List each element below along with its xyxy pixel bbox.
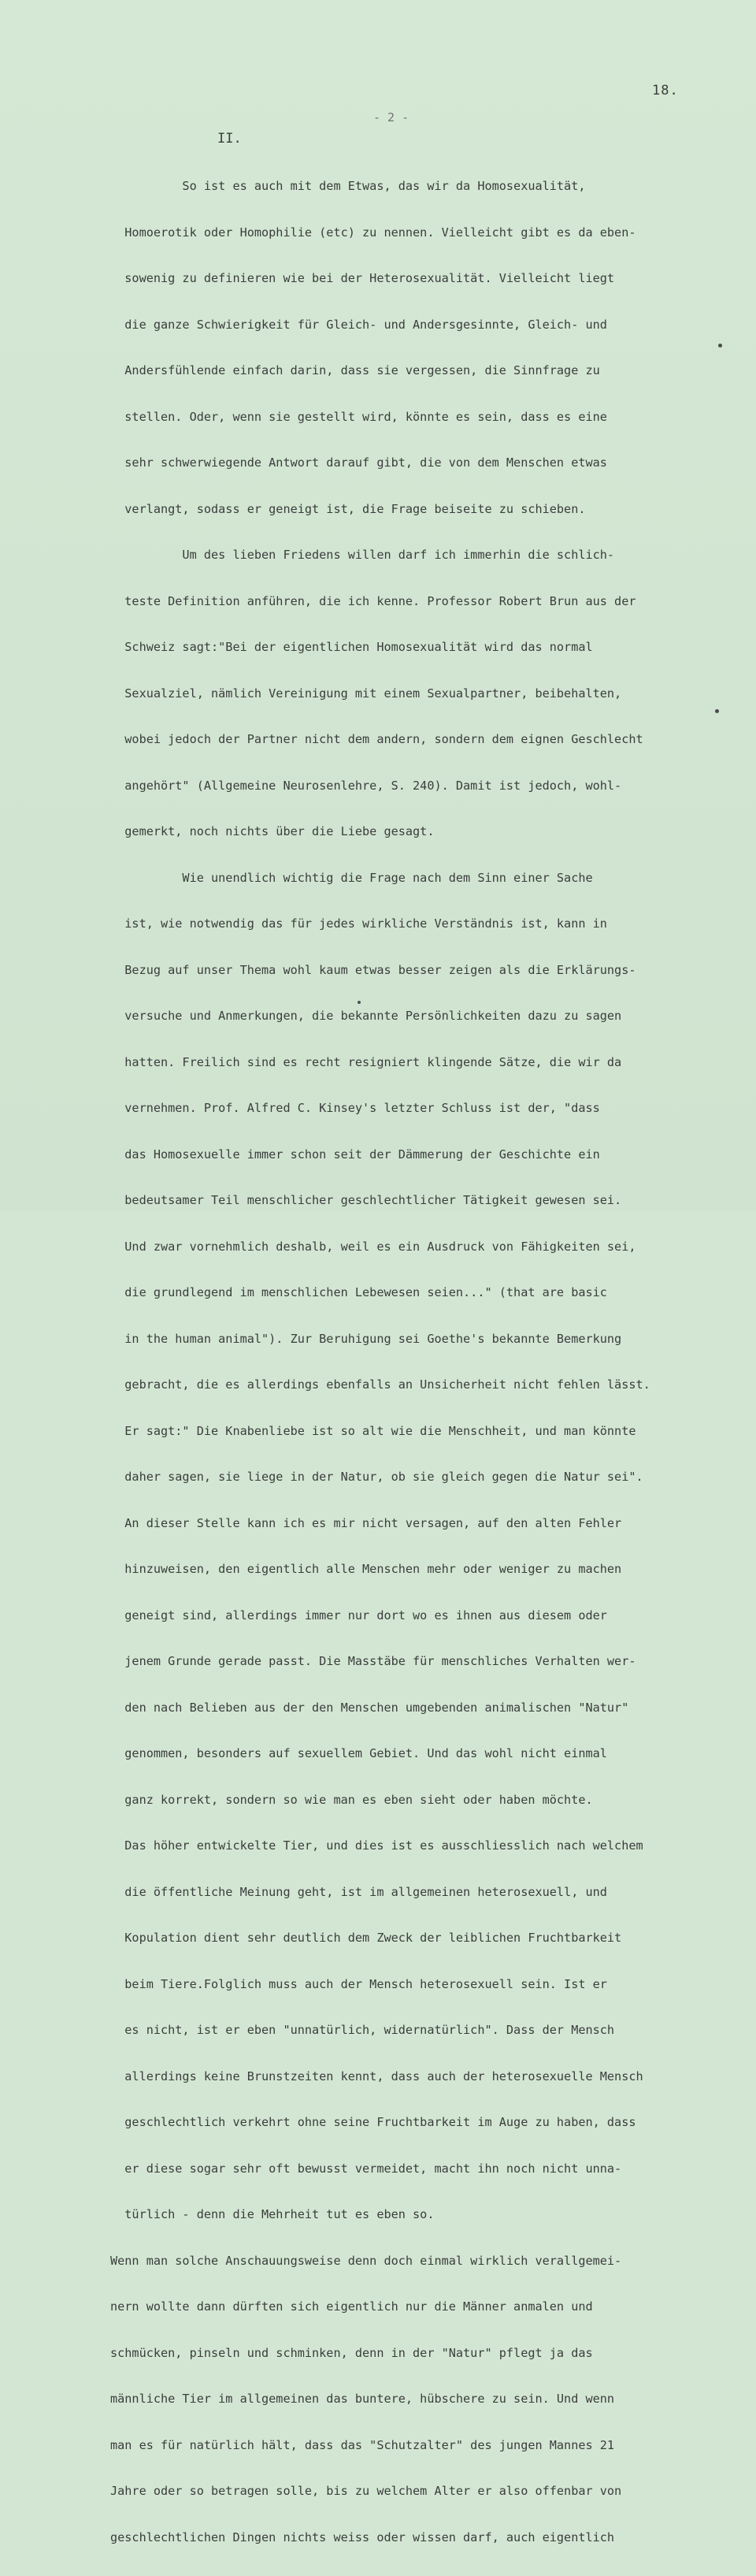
- text-line: Und zwar vornehmlich deshalb, weil es ein Ausdruck von Fähigkeiten sei,: [110, 1239, 636, 1254]
- text-line: Bezug auf unser Thema wohl kaum etwas besser zeigen als die Erklärungs-: [110, 962, 636, 977]
- ink-spot: [358, 1001, 361, 1004]
- text-line: Homoerotik oder Homophilie (etc) zu nennen. Vielleicht gibt es da eben-: [110, 225, 636, 240]
- text-line: stellen. Oder, wenn sie gestellt wird, könnte es sein, dass es eine: [110, 409, 607, 424]
- text-line: An dieser Stelle kann ich es mir nicht versagen, auf den alten Fehler: [110, 1515, 622, 1530]
- text-line: wobei jedoch der Partner nicht dem andern, sondern dem eignen Geschlecht: [110, 732, 643, 746]
- text-line: gebracht, die es allerdings ebenfalls an Unsicherheit nicht fehlen lässt.: [110, 1377, 650, 1392]
- text-line: Das höher entwickelte Tier, und dies ist es ausschliesslich nach welchem: [110, 1838, 643, 1853]
- text-line: hatten. Freilich sind es recht resigniert klingende Sätze, die wir da: [110, 1054, 622, 1069]
- body-text: [110, 148, 724, 2576]
- text-line: nern wollte dann dürften sich eigentlich nur die Männer anmalen und: [110, 2299, 593, 2314]
- text-line: bedeutsamer Teil menschlicher geschlechtlicher Tätigkeit gewesen sei.: [110, 1193, 622, 1207]
- text-line: das Homosexuelle immer schon seit der Dämmerung der Geschichte ein: [110, 1147, 600, 1162]
- ink-spot: [718, 344, 722, 348]
- text-line: teste Definition anführen, die ich kenne. Professor Robert Brun aus der: [110, 593, 636, 608]
- text-line: hinzuweisen, den eigentlich alle Menschen mehr oder weniger zu machen: [110, 1562, 622, 1576]
- text-line: Jahre oder so betragen solle, bis zu welchem Alter er also offenbar von: [110, 2484, 622, 2498]
- text-line: den nach Belieben aus der den Menschen umgebenden animalischen "Natur": [110, 1700, 629, 1715]
- text-line: geschlechtlichen Dingen nichts weiss oder wissen darf, auch eigentlich: [110, 2530, 615, 2544]
- section-title: II.: [217, 131, 242, 147]
- text-line: vernehmen. Prof. Alfred C. Kinsey's letzter Schluss ist der, "dass: [110, 1101, 600, 1115]
- text-line: genommen, besonders auf sexuellem Gebiet. Und das wohl nicht einmal: [110, 1746, 607, 1760]
- ink-spot: [715, 709, 719, 713]
- text-line: Sexualziel, nämlich Vereinigung mit einem Sexualpartner, beibehalten,: [110, 686, 622, 701]
- text-line: Er sagt:" Die Knabenliebe ist so alt wie die Menschheit, und man könnte: [110, 1423, 636, 1438]
- text-line: türlich - denn die Mehrheit tut es eben so.: [110, 2207, 435, 2221]
- text-line: Schweiz sagt:"Bei der eigentlichen Homosexualität wird das normal: [110, 640, 593, 654]
- text-line: Wie unendlich wichtig die Frage nach dem Sinn einer Sache: [110, 870, 593, 885]
- page-number: 18.: [652, 83, 679, 99]
- text-line: allerdings keine Brunstzeiten kennt, dass auch der heterosexuelle Mensch: [110, 2069, 643, 2083]
- text-line: daher sagen, sie liege in der Natur, ob sie gleich gegen die Natur sei".: [110, 1470, 643, 1484]
- text-line: es nicht, ist er eben "unnatürlich, widernatürlich". Dass der Mensch: [110, 2023, 615, 2037]
- text-line: angehört" (Allgemeine Neurosenlehre, S. 240). Damit ist jedoch, wohl-: [110, 778, 622, 793]
- text-line: männliche Tier im allgemeinen das buntere, hübschere zu sein. Und wenn: [110, 2392, 615, 2406]
- text-line: man es für natürlich hält, dass das "Schutzalter" des jungen Mannes 21: [110, 2437, 615, 2452]
- text-line: So ist es auch mit dem Etwas, das wir da Homosexualität,: [110, 179, 586, 193]
- text-line: schmücken, pinseln und schminken, denn in der "Natur" pflegt ja das: [110, 2345, 593, 2360]
- text-line: jenem Grunde gerade passt. Die Masstäbe für menschliches Verhalten wer-: [110, 1654, 636, 1668]
- text-line: ganz korrekt, sondern so wie man es eben sieht oder haben möchte.: [110, 1792, 593, 1807]
- page-marker: - 2 -: [373, 110, 410, 125]
- text-line: gemerkt, noch nichts über die Liebe gesagt.: [110, 824, 435, 838]
- text-line: geschlechtlich verkehrt ohne seine Fruchtbarkeit im Auge zu haben, dass: [110, 2115, 636, 2129]
- text-line: in the human animal"). Zur Beruhigung sei Goethe's bekannte Bemerkung: [110, 1331, 622, 1346]
- text-line: versuche und Anmerkungen, die bekannte Persönlichkeiten dazu zu sagen: [110, 1009, 622, 1023]
- text-line: die grundlegend im menschlichen Lebewesen seien..." (that are basic: [110, 1285, 607, 1299]
- text-line: er diese sogar sehr oft bewusst vermeidet, macht ihn noch nicht unna-: [110, 2161, 622, 2176]
- text-line: die ganze Schwierigkeit für Gleich- und Andersgesinnte, Gleich- und: [110, 317, 607, 332]
- text-line: geneigt sind, allerdings immer nur dort wo es ihnen aus diesem oder: [110, 1608, 607, 1623]
- text-line: beim Tiere.Folglich muss auch der Mensch heterosexuell sein. Ist er: [110, 1976, 607, 1991]
- text-line: sehr schwerwiegende Antwort darauf gibt, die von dem Menschen etwas: [110, 455, 607, 470]
- text-line: verlangt, sodass er geneigt ist, die Frage beiseite zu schieben.: [110, 501, 586, 516]
- text-line: die öffentliche Meinung geht, ist im allgemeinen heterosexuell, und: [110, 1884, 607, 1899]
- text-line: Kopulation dient sehr deutlich dem Zweck der leiblichen Fruchtbarkeit: [110, 1931, 622, 1945]
- text-line: Wenn man solche Anschauungsweise denn doch einmal wirklich verallgemei-: [110, 2253, 622, 2268]
- text-line: Andersfühlende einfach darin, dass sie vergessen, die Sinnfrage zu: [110, 363, 600, 377]
- text-line: sowenig zu definieren wie bei der Heterosexualität. Vielleicht liegt: [110, 271, 615, 285]
- text-line: ist, wie notwendig das für jedes wirkliche Verständnis ist, kann in: [110, 916, 607, 931]
- text-line: Um des lieben Friedens willen darf ich immerhin die schlich-: [110, 548, 615, 562]
